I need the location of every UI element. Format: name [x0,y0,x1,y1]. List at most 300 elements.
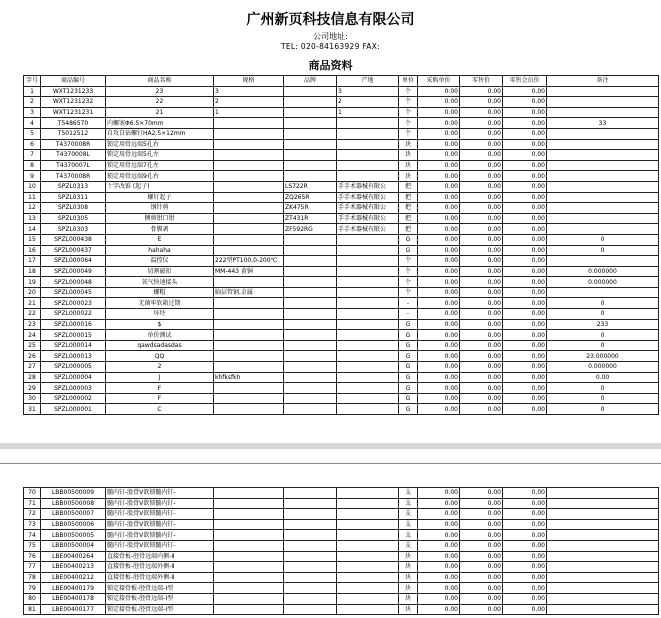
report-page-2 [0,463,661,618]
cell-purchase-price: 0.00 [418,287,460,298]
cell-seq: 8 [24,160,41,171]
cell-product-code: SPZL000045 [41,287,106,298]
cell-origin [337,160,399,171]
cell-product-name: QQ [106,351,214,362]
cell-product-code: SPZL000005 [41,362,106,373]
cell-unit: 支 [399,519,418,530]
cell-product-name: 锁定用骨远端5孔左 [106,150,214,161]
cell-member-price: 0.00 [503,540,547,551]
cell-purchase-price: 0.00 [418,213,460,224]
cell-product-code: LBB00500006 [41,519,106,530]
cell-origin [337,551,399,562]
cell-member-price: 0.00 [503,393,547,404]
table-row [24,150,659,161]
cell-member-price: 0.00 [503,171,547,182]
cell-product-name: 单价测试 [106,330,214,341]
cell-origin [337,519,399,530]
cell-remark [547,150,659,161]
cell-spec [214,203,284,214]
table-row [24,309,659,320]
cell-remark [547,160,659,171]
cell-unit: 块 [399,583,418,594]
cell-spec [214,160,284,171]
cell-unit: G [399,234,418,245]
cell-purchase-price: 0.00 [418,107,460,118]
cell-seq: 9 [24,171,41,182]
cell-brand: LS722R [284,181,337,192]
cell-retail-price: 0.00 [460,593,503,604]
cell-origin [337,150,399,161]
cell-product-code: LBB00500007 [41,509,106,520]
cell-spec [214,604,284,615]
cell-unit: 个 [399,97,418,108]
cell-product-name: qawdsadasdas [106,340,214,351]
document-title: 商品资料 [308,59,353,72]
cell-unit: 把 [399,181,418,192]
cell-remark: 0 [547,404,659,415]
cell-purchase-price: 0.00 [418,139,460,150]
cell-spec [214,509,284,520]
cell-purchase-price: 0.00 [418,256,460,267]
cell-seq: 73 [24,519,41,530]
cell-origin [337,340,399,351]
cell-seq: 28 [24,372,41,383]
cell-spec [214,362,284,373]
cell-product-code: LBE00400179 [41,583,106,594]
cell-purchase-price: 0.00 [418,604,460,615]
cell-unit: 块 [399,562,418,573]
header-member-price: 零售会员价 [503,76,547,87]
cell-origin [337,372,399,383]
company-address-label: 公司地址: [313,32,348,41]
cell-retail-price: 0.00 [460,213,503,224]
cell-product-name: hahaha [106,245,214,256]
cell-retail-price: 0.00 [460,393,503,404]
cell-origin [337,562,399,573]
cell-retail-price: 0.00 [460,362,503,373]
cell-retail-price: 0.00 [460,160,503,171]
cell-seq: 31 [24,404,41,415]
cell-purchase-price: 0.00 [418,509,460,520]
cell-spec: MM-443 黄铜 [214,266,284,277]
cell-product-code: T4370007L [41,160,106,171]
cell-product-name: 锁定接骨板-胫骨远端-Ⅰ型 [106,604,214,615]
cell-brand [284,128,337,139]
cell-unit: 个 [399,128,418,139]
cell-spec [214,309,284,320]
cell-product-name: 髓内钉-股骨Ⅴ欲锁髓内钉- [106,488,214,499]
cell-product-code: SPZL000438 [41,234,106,245]
cell-product-code: SPZL000016 [41,319,106,330]
cell-purchase-price: 0.00 [418,593,460,604]
cell-product-name: F [106,393,214,404]
cell-brand [284,266,337,277]
cell-product-name: 坏坯 [106,309,214,320]
cell-product-code: LBE00400264 [41,551,106,562]
cell-origin [337,509,399,520]
cell-remark: 0 [547,393,659,404]
cell-product-name: 直接骨板-胫骨远端外侧-Ⅱ [106,572,214,583]
cell-spec [214,192,284,203]
cell-seq: 71 [24,498,41,509]
cell-product-name: 髓内钉-股骨Ⅴ欲锁髓内钉- [106,509,214,520]
cell-retail-price: 0.00 [460,372,503,383]
header-origin: 产地 [337,76,399,87]
cell-seq: 80 [24,593,41,604]
cell-remark: 0 [547,309,659,320]
cell-remark [547,107,659,118]
cell-spec [214,213,284,224]
cell-member-price: 0.00 [503,150,547,161]
cell-product-name: E [106,234,214,245]
cell-seq: 75 [24,540,41,551]
cell-remark: 0 [547,340,659,351]
cell-product-name: 氧气快速接头 [106,277,214,288]
cell-retail-price: 0.00 [460,562,503,573]
table-row [24,604,659,615]
cell-spec [214,593,284,604]
cell-purchase-price: 0.00 [418,298,460,309]
cell-member-price: 0.00 [503,107,547,118]
cell-member-price: 0.00 [503,330,547,341]
cell-seq: 16 [24,245,41,256]
cell-unit: 把 [399,213,418,224]
cell-product-name: 钢针剪 [106,203,214,214]
cell-unit: 个 [399,107,418,118]
cell-brand [284,150,337,161]
cell-remark [547,181,659,192]
cell-member-price: 0.00 [503,298,547,309]
cell-brand: ZQ265R [284,192,337,203]
cell-seq: 81 [24,604,41,615]
cell-brand [284,488,337,499]
cell-unit: 个 [399,287,418,298]
cell-product-code: SPZL0313 [41,181,106,192]
cell-product-code: SPZL000437 [41,245,106,256]
cell-spec [214,181,284,192]
cell-product-code: SPZL000015 [41,330,106,341]
cell-remark: 233 [547,319,659,330]
cell-purchase-price: 0.00 [418,572,460,583]
cell-unit: 块 [399,139,418,150]
cell-origin [337,118,399,129]
cell-origin [337,488,399,499]
cell-product-name: 温控仪 [106,256,214,267]
cell-member-price: 0.00 [503,203,547,214]
cell-retail-price: 0.00 [460,319,503,330]
cell-member-price: 0.00 [503,551,547,562]
cell-brand [284,383,337,394]
cell-seq: 70 [24,488,41,499]
cell-remark: 0.00 [547,372,659,383]
cell-product-code: LBB00500008 [41,498,106,509]
cell-purchase-price: 0.00 [418,234,460,245]
cell-member-price: 0.00 [503,488,547,499]
cell-brand [284,139,337,150]
cell-product-code: SPZL0308 [41,203,106,214]
cell-member-price: 0.00 [503,86,547,97]
cell-product-name: F [106,383,214,394]
cell-retail-price: 0.00 [460,118,503,129]
cell-brand [284,530,337,541]
cell-origin [337,256,399,267]
cell-retail-price: 0.00 [460,234,503,245]
cell-product-name: 锁定用骨远端9孔右 [106,171,214,182]
cell-member-price: 0.00 [503,404,547,415]
cell-unit: 把 [399,203,418,214]
cell-product-code: SPZL000013 [41,351,106,362]
cell-member-price: 0.00 [503,234,547,245]
cell-retail-price: 0.00 [460,509,503,520]
cell-product-name: 髓内钉-股骨Ⅴ欲锁髓内钉- [106,519,214,530]
cell-origin [337,128,399,139]
cell-retail-price: 0.00 [460,383,503,394]
cell-unit: G [399,372,418,383]
cell-product-code: LBE00400213 [41,562,106,573]
cell-origin [337,583,399,594]
cell-seq: 21 [24,298,41,309]
cell-purchase-price: 0.00 [418,86,460,97]
cell-unit: G [399,383,418,394]
cell-spec [214,171,284,182]
cell-origin [337,530,399,541]
cell-retail-price: 0.00 [460,266,503,277]
header-brand: 品牌 [284,76,337,87]
cell-remark [547,540,659,551]
table-row [24,530,659,541]
cell-remark [547,583,659,594]
table-row [24,488,659,499]
cell-origin: 1 [337,107,399,118]
cell-spec: 222型PT100,0-200℃ [214,256,284,267]
cell-purchase-price: 0.00 [418,393,460,404]
cell-remark: 33 [547,118,659,129]
table-row [24,540,659,551]
cell-brand [284,319,337,330]
cell-purchase-price: 0.00 [418,245,460,256]
cell-seq: 15 [24,234,41,245]
cell-product-name: 21 [106,107,214,118]
cell-member-price: 0.00 [503,362,547,373]
cell-seq: 76 [24,551,41,562]
cell-member-price: 0.00 [503,160,547,171]
cell-brand [284,393,337,404]
cell-member-price: 0.00 [503,256,547,267]
cell-product-name: 髓内钉-股骨Ⅴ欲锁髓内钉- [106,498,214,509]
cell-origin [337,298,399,309]
cell-product-code: T4370008R [41,139,106,150]
cell-purchase-price: 0.00 [418,540,460,551]
cell-product-name: 髓内钉-股骨Ⅴ欲锁髓内钉- [106,530,214,541]
cell-origin [337,309,399,320]
cell-brand [284,287,337,298]
cell-brand [284,330,337,341]
cell-purchase-price: 0.00 [418,498,460,509]
cell-brand: ZT431R [284,213,337,224]
cell-remark: 0 [547,298,659,309]
cell-brand [284,540,337,551]
cell-member-price: 0.00 [503,319,547,330]
cell-remark: 0.000000 [547,266,659,277]
table-row [24,551,659,562]
cell-retail-price: 0.00 [460,107,503,118]
cell-spec: 2 [214,97,284,108]
cell-brand [284,309,337,320]
cell-spec [214,540,284,551]
cell-unit: 块 [399,171,418,182]
cell-unit: G [399,393,418,404]
cell-retail-price: 0.00 [460,498,503,509]
cell-origin: 3 [337,86,399,97]
cell-product-name: 螺钉起子 [106,192,214,203]
cell-seq: 18 [24,266,41,277]
cell-product-name: 切割磁扣 [106,266,214,277]
cell-member-price: 0.00 [503,266,547,277]
cell-product-code: SPZL000023 [41,298,106,309]
table-row [24,203,659,214]
cell-origin: 手手术器械有限公 [337,213,399,224]
cell-seq: 27 [24,362,41,373]
cell-brand [284,593,337,604]
cell-brand [284,298,337,309]
cell-member-price: 0.00 [503,139,547,150]
cell-spec [214,562,284,573]
cell-retail-price: 0.00 [460,171,503,182]
cell-origin: 手手术器械有限公 [337,181,399,192]
cell-retail-price: 0.00 [460,351,503,362]
cell-product-code: LBB00500005 [41,530,106,541]
cell-seq: 14 [24,224,41,235]
cell-spec [214,530,284,541]
cell-member-price: 0.00 [503,340,547,351]
cell-member-price: 0.00 [503,593,547,604]
cell-brand [284,519,337,530]
table-row [24,362,659,373]
table-row [24,224,659,235]
cell-remark [547,171,659,182]
cell-remark [547,128,659,139]
cell-remark: 0 [547,245,659,256]
cell-origin [337,171,399,182]
cell-brand [284,404,337,415]
cell-brand: ZF592RG [284,224,337,235]
cell-seq: 19 [24,277,41,288]
cell-brand [284,171,337,182]
cell-purchase-price: 0.00 [418,488,460,499]
cell-brand [284,498,337,509]
cell-seq: 5 [24,128,41,139]
table-row [24,351,659,362]
cell-origin: 手手术器械有限公 [337,192,399,203]
table-row [24,372,659,383]
cell-purchase-price: 0.00 [418,362,460,373]
cell-seq: 13 [24,213,41,224]
cell-member-price: 0.00 [503,277,547,288]
cell-product-name: 自攻自钻螺钉HA2.5×12mm [106,128,214,139]
cell-seq: 30 [24,393,41,404]
cell-spec [214,150,284,161]
cell-origin [337,404,399,415]
cell-remark [547,530,659,541]
cell-origin [337,234,399,245]
table-row [24,340,659,351]
company-name: 广州新页科技信息有限公司 [246,12,415,28]
cell-spec [214,330,284,341]
cell-remark [547,551,659,562]
cell-seq: 2 [24,97,41,108]
cell-unit: G [399,340,418,351]
cell-member-price: 0.00 [503,604,547,615]
cell-remark [547,213,659,224]
cell-product-code: LBE00400177 [41,604,106,615]
cell-origin [337,604,399,615]
cell-member-price: 0.00 [503,192,547,203]
cell-brand [284,86,337,97]
cell-spec: 1 [214,107,284,118]
cell-product-code: WXT1231231 [41,107,106,118]
header-product-code: 商品编号 [41,76,106,87]
table-row [24,171,659,182]
cell-member-price: 0.00 [503,572,547,583]
cell-product-code: SPZL0311 [41,192,106,203]
cell-seq: 11 [24,192,41,203]
cell-spec [214,519,284,530]
cell-purchase-price: 0.00 [418,309,460,320]
product-table-page-2 [23,487,659,615]
cell-retail-price: 0.00 [460,340,503,351]
cell-product-name: 锁定接骨板-胫骨远端-Ⅰ型 [106,593,214,604]
cell-purchase-price: 0.00 [418,583,460,594]
cell-purchase-price: 0.00 [418,171,460,182]
cell-seq: 72 [24,509,41,520]
cell-spec: 3 [214,86,284,97]
table-row [24,245,659,256]
table-row [24,256,659,267]
cell-brand [284,572,337,583]
cell-brand [284,583,337,594]
cell-product-code: SPZL000004 [41,372,106,383]
cell-seq: 1 [24,86,41,97]
cell-remark [547,287,659,298]
cell-product-name: 螺帽 [106,287,214,298]
cell-purchase-price: 0.00 [418,203,460,214]
cell-member-price: 0.00 [503,562,547,573]
cell-purchase-price: 0.00 [418,128,460,139]
cell-spec [214,383,284,394]
header-seq: 字号 [24,76,41,87]
cell-remark [547,86,659,97]
table-row [24,519,659,530]
cell-origin [337,287,399,298]
cell-origin: 2 [337,97,399,108]
table-row [24,160,659,171]
cell-spec: 脑层管钢,金属 [214,287,284,298]
cell-brand [284,277,337,288]
cell-spec [214,498,284,509]
cell-spec [214,340,284,351]
cell-spec [214,319,284,330]
cell-unit: 支 [399,540,418,551]
cell-brand [284,97,337,108]
cell-seq: 24 [24,330,41,341]
cell-retail-price: 0.00 [460,192,503,203]
table-row [24,139,659,150]
cell-purchase-price: 0.00 [418,383,460,394]
cell-spec [214,351,284,362]
table-row [24,97,659,108]
table-row [24,330,659,341]
cell-retail-price: 0.00 [460,540,503,551]
